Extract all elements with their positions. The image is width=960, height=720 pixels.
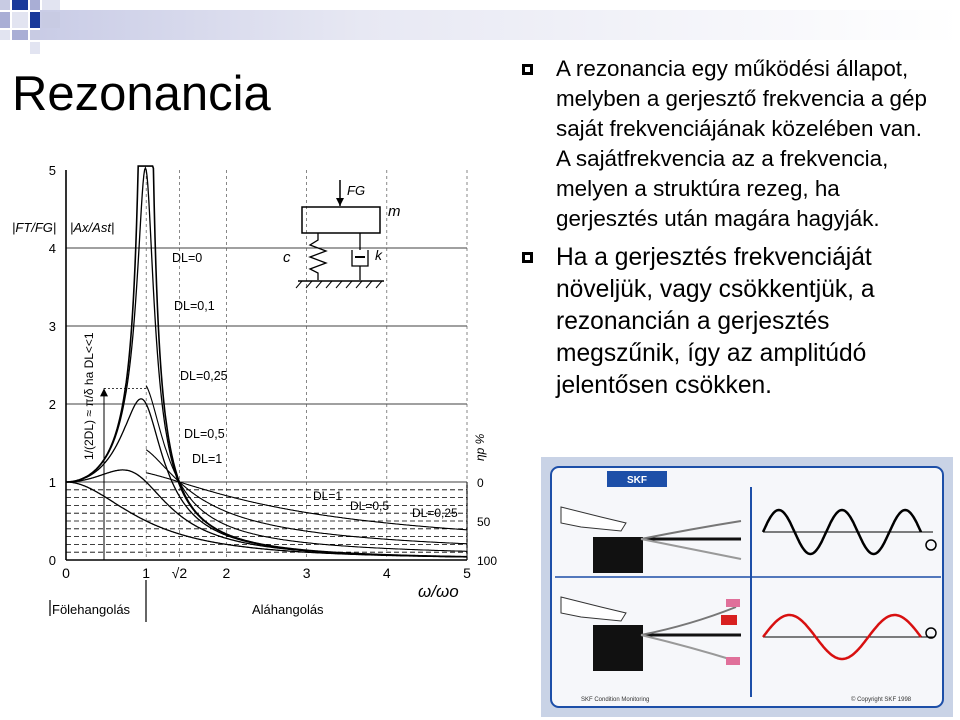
y-tick-label: 1 <box>48 475 56 490</box>
decorative-squares <box>0 0 960 56</box>
peak-annotation: 1/(2DL) ≈ π/δ ha DL<<1 <box>82 332 96 460</box>
zone-label-left: Fölehangolás <box>52 602 131 617</box>
magnification-curve <box>66 166 467 557</box>
bullet-square-icon <box>522 252 533 263</box>
photo-footer-right: © Copyright SKF 1998 <box>851 697 912 703</box>
spring-label: c <box>283 249 291 266</box>
damping-label: DL=0,1 <box>174 299 215 313</box>
y-tick-label: 3 <box>48 319 56 334</box>
x-tick-label: 4 <box>382 565 391 581</box>
x-tick-label: 3 <box>302 565 311 581</box>
damping-label: DL=1 <box>192 452 223 466</box>
bullet-text-2: Ha a gerjesztés frekvenciáját növeljük, vagy csökkentjük, a rezonancián a gerjesztés megszűnik, így az amplitúdó jelentősen csökken. <box>556 244 875 399</box>
damping-label: DL=0,5 <box>184 427 225 441</box>
y-tick-label: 4 <box>48 241 56 256</box>
bullet-item-2 <box>520 242 941 402</box>
mass-spring-damper-diagram <box>283 180 401 288</box>
x-axis-label: ω/ωo <box>418 582 459 601</box>
x-tick-label: √2 <box>171 565 188 581</box>
damper-label: k <box>375 247 382 263</box>
y-tick-label: 5 <box>48 163 56 178</box>
bullet-list <box>520 54 950 410</box>
x-tick-label: 2 <box>222 565 231 581</box>
force-label: FG <box>347 183 366 198</box>
y-tick-label: 0 <box>48 553 56 568</box>
mass-label: m <box>388 203 401 220</box>
peak-arrow-head <box>100 388 108 396</box>
skf-demo-photo <box>541 457 953 717</box>
bullet-text-1: A rezonancia egy működési állapot, melyben a gerjesztő frekvencia a gép saját frekvenciájának közelében van. A sajátfrekvencia az a frekvencia, melyen a struktúra rezeg, ha gerjesztés után magára hagyják. <box>556 56 927 231</box>
y-axis-label-1: |FT/FG| <box>12 220 57 235</box>
y-tick-label: 2 <box>48 397 56 412</box>
magnification-curve <box>66 399 467 557</box>
resonance-chart <box>0 160 510 630</box>
damping-label: DL=0 <box>172 251 203 265</box>
chart-grid <box>66 170 467 560</box>
right-tick-label: 0 <box>477 476 484 490</box>
slide-title: Rezonancia <box>12 67 271 121</box>
bullet-item-1 <box>520 54 936 234</box>
bullet-square-icon <box>522 64 533 75</box>
transmissibility-label: DL=0,5 <box>350 499 390 513</box>
right-axis-label: ηp % <box>473 433 487 461</box>
damping-label: DL=0,25 <box>180 369 228 383</box>
y-axis-label-2: |Ax/Ast| <box>70 220 115 235</box>
x-tick-label: 1 <box>142 565 151 581</box>
right-tick-label: 100 <box>477 554 498 568</box>
transmissibility-label: DL=1 <box>313 489 343 503</box>
photo-footer-left: SKF Condition Monitoring <box>581 697 650 703</box>
magnification-curve <box>66 168 467 557</box>
zone-label-right: Aláhangolás <box>252 602 324 617</box>
chart-curves <box>66 166 467 560</box>
right-tick-label: 50 <box>477 515 491 529</box>
skf-logo: SKF <box>627 475 647 486</box>
transmissibility-label: DL=0,25 <box>412 506 458 520</box>
x-tick-label: 0 <box>62 565 70 581</box>
x-tick-label: 5 <box>463 565 471 581</box>
